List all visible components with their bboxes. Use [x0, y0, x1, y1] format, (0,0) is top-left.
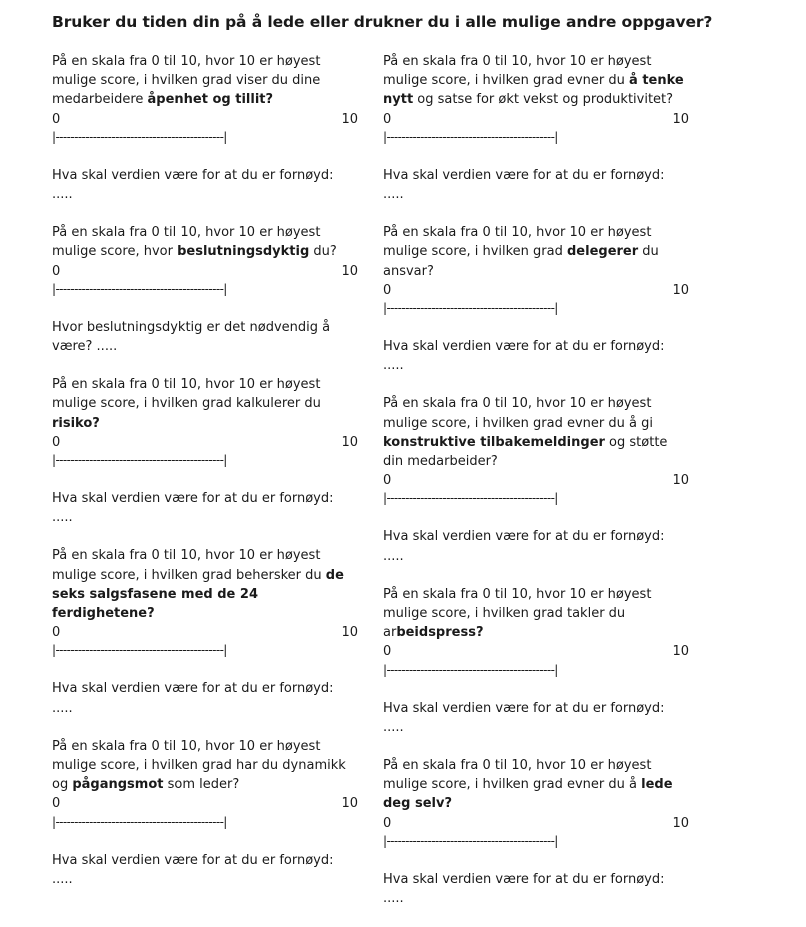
question-block [383, 52, 689, 204]
question-text: På en skala fra 0 til 10, hvor 10 er høyest mulige score, i hvilken grad evner du å lede deg selv? [383, 758, 673, 812]
scale-line: |---------------------------------------------| [52, 814, 227, 829]
answer-prompt: Hva skal verdien være for at du er fornøyd: ..... [383, 871, 665, 907]
scale-min: 0 [383, 111, 392, 127]
scale-labels [52, 794, 358, 813]
answer-prompt: Hva skal verdien være for at du er fornøyd: ..... [383, 339, 665, 374]
question-block [52, 52, 358, 204]
scale-labels [52, 433, 358, 452]
scale-labels [383, 814, 689, 833]
question-block [52, 375, 358, 527]
scale-line: |---------------------------------------------| [383, 662, 558, 677]
scale-min: 0 [52, 625, 61, 641]
question-block [383, 585, 689, 737]
answer-prompt: Hva skal verdien være for at du er fornøyd: ..... [383, 529, 665, 564]
scale-min: 0 [52, 111, 61, 127]
page-title: Bruker du tiden din på å lede eller drukner du i alle mulige andre oppgaver? [52, 13, 713, 31]
scale-max: 10 [341, 111, 358, 127]
scale-labels [52, 262, 358, 281]
scale-min: 0 [383, 644, 392, 660]
question-text: På en skala fra 0 til 10, hvor 10 er høyest mulige score, i hvilken grad behersker du de seks salgsfasene med de 24 ferdighetene? [52, 548, 344, 622]
scale-max: 10 [341, 434, 358, 450]
scale-min: 0 [383, 282, 392, 298]
question-text: På en skala fra 0 til 10, hvor 10 er høyest mulige score, i hvilken grad har du dynamikk og pågangsmot som leder? [52, 738, 346, 793]
answer-prompt: Hva skal verdien være for at du er fornøyd: ..... [52, 852, 334, 887]
question-block [383, 756, 689, 908]
scale-line: |---------------------------------------------| [383, 129, 558, 144]
scale-labels [52, 110, 358, 129]
question-text: På en skala fra 0 til 10, hvor 10 er høyest mulige score, i hvilken grad delegerer du ansvar? [383, 225, 659, 279]
answer-prompt: Hva skal verdien være for at du er fornøyd: ..... [383, 700, 665, 735]
scale-max: 10 [672, 644, 689, 660]
right-column [383, 52, 689, 927]
answer-prompt: Hva skal verdien være for at du er fornøyd: ..... [52, 167, 334, 203]
scale-min: 0 [383, 815, 392, 831]
scale-max: 10 [672, 282, 689, 298]
scale-min: 0 [52, 263, 61, 279]
question-text: På en skala fra 0 til 10, hvor 10 er høyest mulige score, i hvilken grad evner du å gi konstruktive tilbakemeldinger og støtte din medarbeider? [383, 396, 668, 470]
scale-max: 10 [672, 815, 689, 831]
scale-min: 0 [383, 473, 392, 489]
answer-prompt: Hva skal verdien være for at du er fornøyd: ..... [52, 681, 334, 716]
question-text: På en skala fra 0 til 10, hvor 10 er høyest mulige score, i hvilken grad viser du dine medarbeidere åpenhet og tillit? [52, 54, 321, 108]
scale-min: 0 [52, 434, 61, 450]
scale-line: |---------------------------------------------| [52, 643, 227, 658]
answer-prompt: Hva skal verdien være for at du er fornøyd: ..... [52, 491, 334, 526]
question-block [383, 394, 689, 565]
answer-prompt: Hvor beslutningsdyktig er det nødvendig å være? ..... [52, 319, 331, 355]
question-block [52, 546, 358, 717]
answer-prompt: Hva skal verdien være for at du er fornøyd: ..... [383, 167, 665, 203]
question-text: På en skala fra 0 til 10, hvor 10 er høyest mulige score, hvor beslutningsdyktig du? [52, 225, 337, 260]
question-block [52, 223, 358, 356]
scale-line: |---------------------------------------------| [383, 833, 558, 848]
scale-labels [383, 110, 689, 129]
scale-line: |---------------------------------------------| [383, 301, 558, 316]
left-column [52, 52, 358, 908]
scale-max: 10 [672, 111, 689, 127]
question-block [52, 737, 358, 889]
scale-labels [383, 642, 689, 661]
scale-line: |---------------------------------------------| [52, 129, 227, 144]
scale-line: |---------------------------------------------| [383, 491, 558, 506]
scale-max: 10 [341, 263, 358, 279]
question-text: På en skala fra 0 til 10, hvor 10 er høyest mulige score, i hvilken grad evner du å tenke nytt og satse for økt vekst og produktivitet? [383, 54, 684, 108]
question-text: På en skala fra 0 til 10, hvor 10 er høyest mulige score, i hvilken grad takler du arbeidspress? [383, 586, 652, 641]
question-text: På en skala fra 0 til 10, hvor 10 er høyest mulige score, i hvilken grad kalkulerer du risiko? [52, 377, 321, 431]
scale-labels [383, 281, 689, 300]
question-block [383, 223, 689, 375]
scale-line: |---------------------------------------------| [52, 281, 227, 296]
scale-max: 10 [341, 625, 358, 641]
scale-max: 10 [672, 473, 689, 489]
scale-line: |---------------------------------------------| [52, 453, 227, 468]
scale-max: 10 [341, 796, 358, 812]
scale-min: 0 [52, 796, 61, 812]
scale-labels [383, 471, 689, 490]
scale-labels [52, 623, 358, 642]
